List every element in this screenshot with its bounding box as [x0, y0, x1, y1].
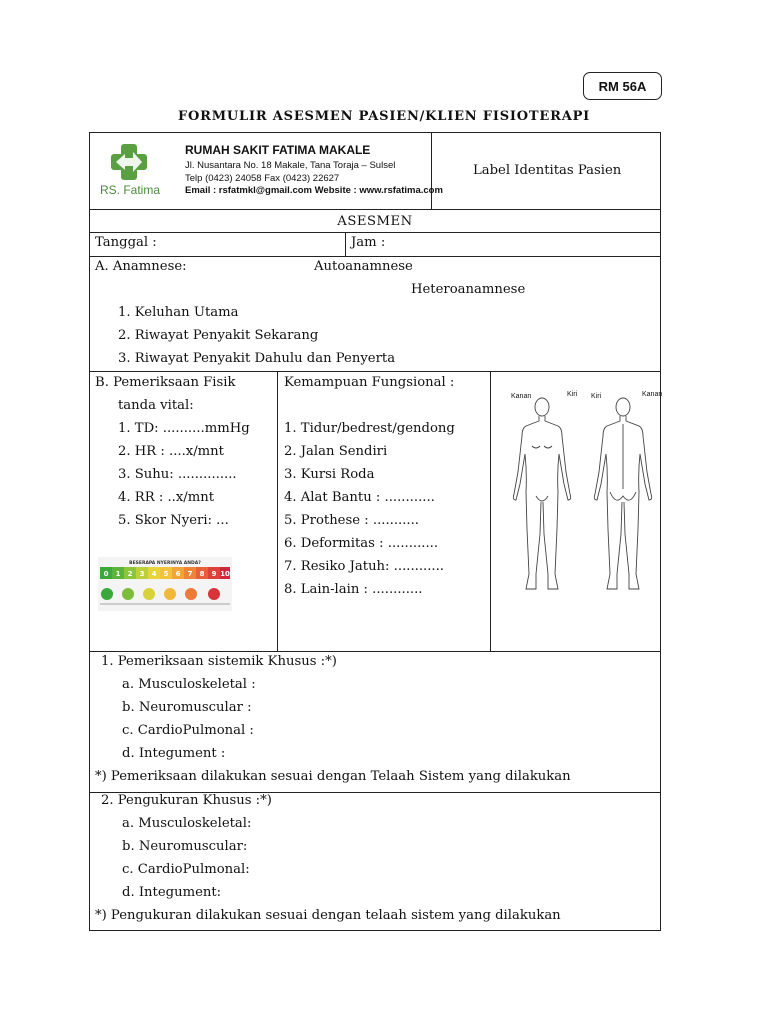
jam-label[interactable]: Jam : [351, 235, 386, 250]
hospital-phone: Telp (0423) 24058 Fax (0423) 22627 [185, 173, 340, 184]
hospital-logo [108, 141, 150, 183]
hospital-name: RUMAH SAKIT FATIMA MAKALE [185, 143, 371, 157]
fungsional-item[interactable]: 6. Deformitas : ............ [284, 536, 439, 551]
body-label-back-left: Kiri [591, 393, 602, 400]
hospital-address: Jl. Nusantara No. 18 Makale, Tana Toraja – Sulsel [185, 160, 396, 171]
body-label-back-right: Kanan [642, 391, 663, 398]
anamnese-label: A. Anamnese: [95, 259, 187, 274]
sistemik-item[interactable]: a. Musculoskeletal : [122, 677, 256, 692]
pengukuran-item[interactable]: c. CardioPulmonal: [122, 862, 250, 877]
body-chart [496, 384, 663, 604]
vital-item[interactable]: 5. Skor Nyeri: ... [118, 513, 229, 528]
anamnese-item: 1. Keluhan Utama [118, 305, 239, 320]
fungsional-item[interactable]: 7. Resiko Jatuh: ............ [284, 559, 444, 574]
pain-number: 0 [103, 570, 109, 578]
pain-number: 9 [211, 570, 217, 578]
pengukuran-item[interactable]: b. Neuromuscular: [122, 839, 248, 854]
fungsional-item[interactable]: 3. Kursi Roda [284, 467, 375, 482]
anamnese-auto[interactable]: Autoanamnese [314, 259, 413, 274]
vital-item[interactable]: 3. Suhu: .............. [118, 467, 237, 482]
pain-number: 7 [187, 570, 193, 578]
vital-label: tanda vital: [118, 398, 194, 413]
anamnese-item: 3. Riwayat Penyakit Dahulu dan Penyerta [118, 351, 396, 366]
pain-number: 8 [199, 570, 205, 578]
fungsional-item[interactable]: 2. Jalan Sendiri [284, 444, 388, 459]
form-title: FORMULIR ASESMEN PASIEN/KLIEN FISIOTERAPI [177, 109, 591, 124]
body-outline-icon [496, 384, 663, 604]
pain-number: 2 [127, 570, 133, 578]
hospital-email: Email : rsfatmkl@gmail.com Website : www.rsfatima.com [185, 185, 443, 196]
pengukuran-title: 2. Pengukuran Khusus :*) [101, 793, 272, 808]
vital-item[interactable]: 1. TD: ..........mmHg [118, 421, 250, 436]
sistemik-item[interactable]: d. Integument : [122, 746, 226, 761]
asesmen-title: ASESMEN [337, 214, 413, 229]
patient-label: Label Identitas Pasien [473, 163, 622, 178]
logo-text: RS. Fatima [100, 183, 161, 197]
pain-number: 5 [163, 570, 169, 578]
pain-number: 10 [220, 570, 230, 578]
sistemik-item[interactable]: b. Neuromuscular : [122, 700, 252, 715]
anamnese-item: 2. Riwayat Penyakit Sekarang [118, 328, 319, 343]
pengukuran-item[interactable]: a. Musculoskeletal: [122, 816, 252, 831]
pengukuran-note: *) Pengukuran dilakukan sesuai dengan telaah sistem yang dilakukan [95, 908, 561, 923]
pain-scale-chart [98, 557, 232, 611]
tanggal-label[interactable]: Tanggal : [95, 235, 157, 250]
body-label-front-left: Kanan [511, 393, 532, 400]
pain-number: 6 [175, 570, 181, 578]
fungsional-item[interactable]: 5. Prothese : ........... [284, 513, 419, 528]
sistemik-note: *) Pemeriksaan dilakukan sesuai dengan Telaah Sistem yang dilakukan [95, 769, 571, 784]
form-code-badge: RM 56A [583, 72, 662, 100]
sistemik-title: 1. Pemeriksaan sistemik Khusus :*) [101, 654, 337, 669]
fungsional-item[interactable]: 8. Lain-lain : ............ [284, 582, 423, 597]
fungsional-label: Kemampuan Fungsional : [284, 375, 455, 390]
pain-number: 4 [151, 570, 157, 578]
cross-logo-icon [108, 141, 150, 183]
pain-number: 3 [139, 570, 145, 578]
vital-item[interactable]: 2. HR : ....x/mnt [118, 444, 224, 459]
pain-number: 1 [115, 570, 121, 578]
fungsional-item[interactable]: 4. Alat Bantu : ............ [284, 490, 435, 505]
vital-item[interactable]: 4. RR : ..x/mnt [118, 490, 215, 505]
fungsional-item[interactable]: 1. Tidur/bedrest/gendong [284, 421, 455, 436]
pemeriksaan-label: B. Pemeriksaan Fisik [95, 375, 236, 390]
pain-scale-title: BESERAPA NYERINYA ANDA? [129, 561, 201, 566]
body-label-front-right: Kiri [567, 391, 578, 398]
anamnese-hetero[interactable]: Heteroanamnese [411, 282, 526, 297]
sistemik-item[interactable]: c. CardioPulmonal : [122, 723, 254, 738]
pengukuran-item[interactable]: d. Integument: [122, 885, 222, 900]
